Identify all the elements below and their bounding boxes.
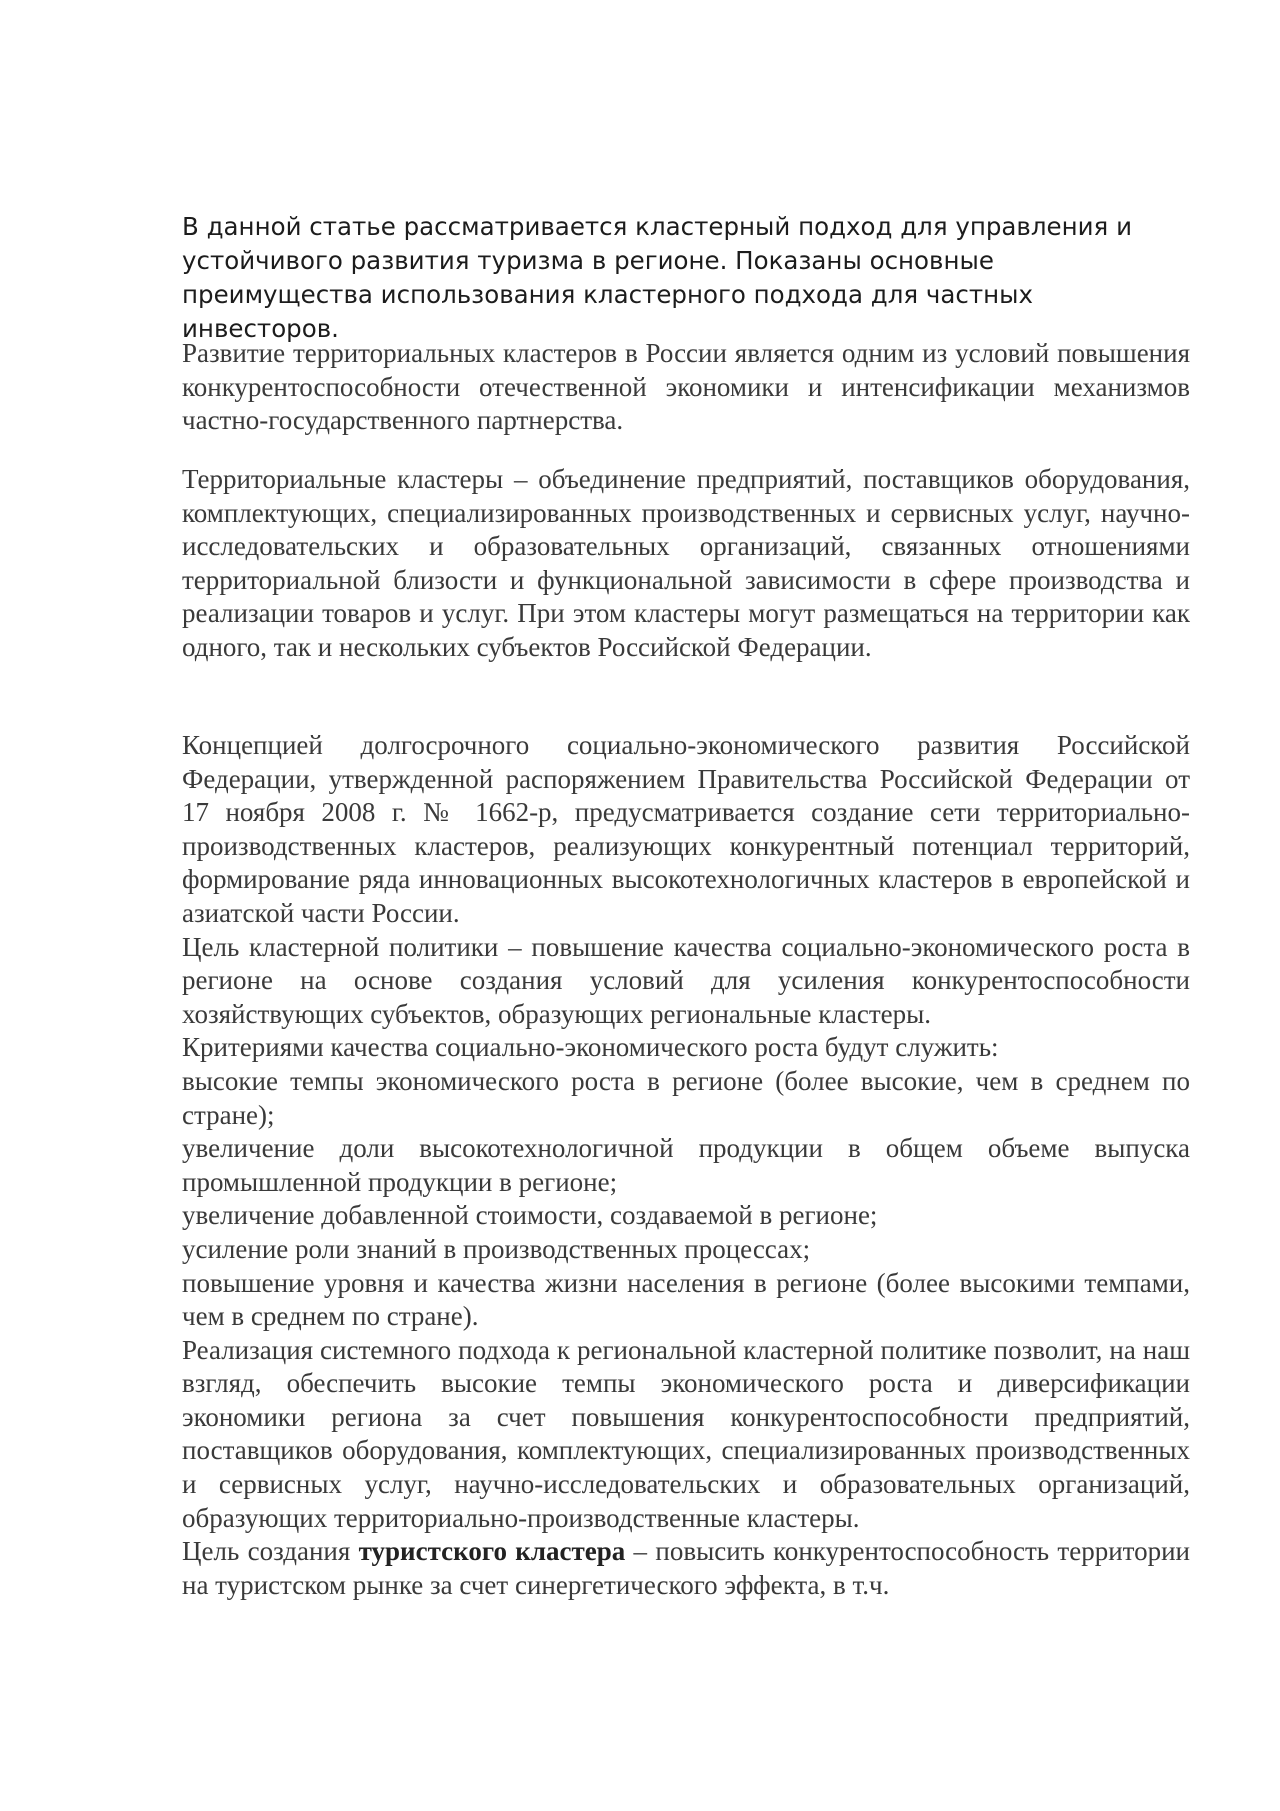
paragraph-criteria-intro: Критериями качества социально-экономического роста будут служить: <box>182 1032 999 1063</box>
paragraph-tourist-cluster-goal <box>182 1535 1190 1602</box>
paragraph-clusters-development: Развитие территориальных кластеров в России является одним из условий повышения конкурентоспособности отечественной экономики и интенсификации механизмов частно-государственного партнерства. <box>182 338 1190 436</box>
list-item-hightech-share: увеличение доли высокотехнологичной продукции в общем объеме выпуска промышленной продукции в регионе; <box>182 1133 1190 1197</box>
tourist-cluster-term: туристского кластера <box>358 1536 626 1567</box>
main-body-block <box>182 729 1190 1602</box>
definition-block <box>182 463 1190 665</box>
list-item-growth-rates: высокие темпы экономического роста в регионе (более высокие, чем в среднем по стране); <box>182 1065 1190 1130</box>
list-item-quality-of-life: повышение уровня и качества жизни населения в регионе (более высокими темпами, чем в среднем по стране). <box>182 1267 1190 1332</box>
abstract-paragraph: В данной статье рассматривается кластерный подход для управления и устойчивого развития туризма в регионе. Показаны основные преимущества использования кластерного подхода для частных инвесторов. <box>182 212 1132 343</box>
intro-block <box>182 337 1190 438</box>
tourist-cluster-post-text: – повысить конкурентоспособность территории на туристском рынке за счет синергетического эффекта, в т.ч. <box>182 1536 1191 1600</box>
paragraph-clusters-definition: Территориальные кластеры – объединение предприятий, поставщиков оборудования, комплектующих, специализированных производственных и сервисных услуг, научно-исследовательских и образовательных организаций, связанных отношениями территориальной близости и функциональной зависимости в сфере производства и реализации товаров и услуг. При этом кластеры могут размещаться на территории как одного, так и нескольких субъектов Российской Федерации. <box>182 464 1190 662</box>
tourist-cluster-pre-text: Цель создания <box>182 1536 359 1567</box>
paragraph-cluster-policy-goal: Цель кластерной политики – повышение качества социально-экономического роста в регионе на основе создания условий для усиления конкурентоспособности хозяйствующих субъектов, образующих региональные кластеры. <box>182 931 1190 1029</box>
list-item-added-value: увеличение добавленной стоимости, создаваемой в регионе; <box>182 1200 878 1231</box>
paragraph-concept: Концепцией долгосрочного социально-экономического развития Российской Федерации, утвержденной распоряжением Правительства Российской Федерации от 17 ноября 2008 г. № 1662-р, предусматривается создание сети территориально-производственных кластеров, реализующих конкурентный потенциал территорий, формирование ряда инновационных высокотехнологичных кластеров в европейской и азиатской части России. <box>182 730 1190 928</box>
list-item-knowledge-role: усиление роли знаний в производственных процессах; <box>182 1233 811 1264</box>
paragraph-system-approach: Реализация системного подхода к региональной кластерной политике позволит, на наш взгляд, обеспечить высокие темпы экономического роста и диверсификации экономики региона за счет повышения конкурентоспособности предприятий, поставщиков оборудования, комплектующих, специализированных производственных и сервисных услуг, научно-исследовательских и образовательных организаций, образующих территориально-производственные кластеры. <box>182 1334 1190 1533</box>
